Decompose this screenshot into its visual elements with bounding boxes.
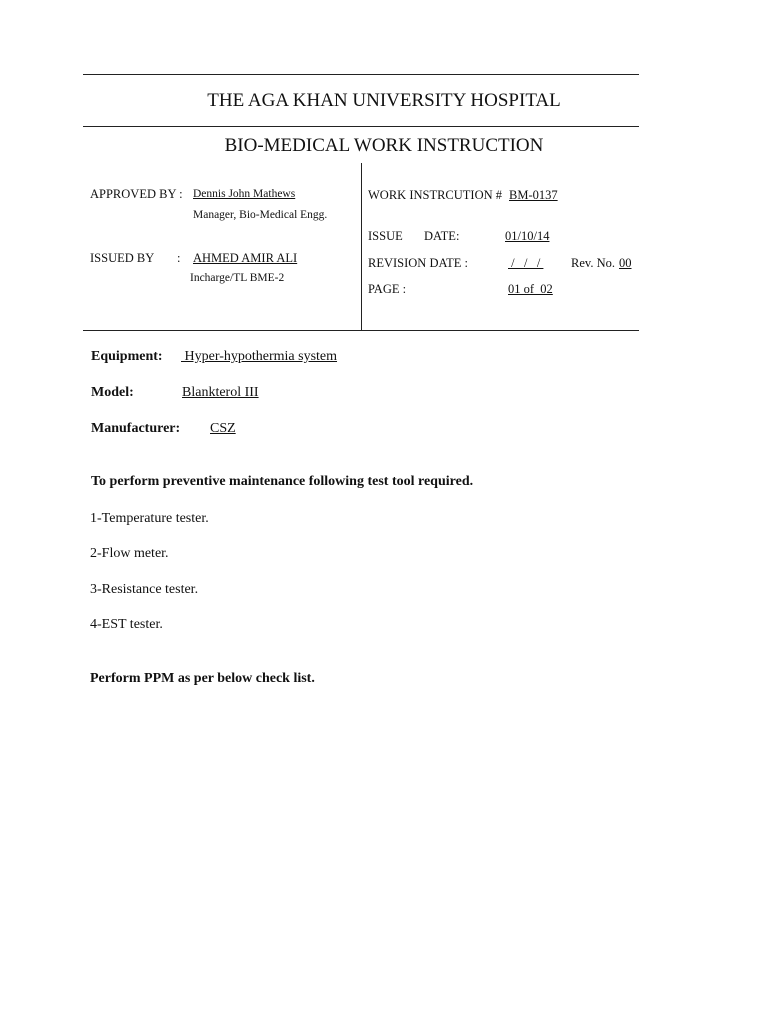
issued-by-name: AHMED AMIR ALI <box>193 251 298 265</box>
rev-no-value: 00 <box>619 256 632 270</box>
test-tool-item: 2-Flow meter. <box>90 546 169 561</box>
work-instruction-label: WORK INSTRCUTION # <box>368 188 503 202</box>
rev-no-label: Rev. No. <box>571 256 615 270</box>
issue-date-value: 01/10/14 <box>505 229 550 243</box>
issue-date-label: DATE: <box>424 229 460 243</box>
hospital-name: THE AGA KHAN UNIVERSITY HOSPITAL <box>207 90 561 111</box>
manufacturer-label: Manufacturer: <box>91 421 181 436</box>
test-tool-item: 3-Resistance tester. <box>90 582 199 597</box>
model-value: Blankterol III <box>182 385 259 400</box>
page-label: PAGE : <box>368 282 407 296</box>
header-bottom-rule <box>83 330 639 331</box>
header-divider <box>361 163 362 330</box>
revision-date-value: / / / <box>508 256 544 270</box>
top-rule <box>83 74 639 75</box>
equipment-label: Equipment: <box>91 349 163 364</box>
checklist-note: Perform PPM as per below check list. <box>90 671 315 686</box>
approved-by-title: Manager, Bio-Medical Engg. <box>193 209 328 221</box>
approved-by-name: Dennis John Mathews <box>193 188 296 200</box>
document-title: BIO-MEDICAL WORK INSTRUCTION <box>224 135 544 156</box>
revision-date-label: REVISION DATE : <box>368 256 468 270</box>
page-number: 01 of 02 <box>508 282 553 296</box>
issue-label: ISSUE <box>368 229 403 243</box>
issued-by-colon: : <box>177 251 181 265</box>
work-instruction-number: BM-0137 <box>509 188 558 202</box>
title-rule <box>83 126 639 127</box>
manufacturer-value: CSZ <box>210 421 236 436</box>
equipment-value: Hyper-hypothermia system <box>181 349 338 364</box>
test-tools-heading: To perform preventive maintenance following test tool required. <box>91 474 474 489</box>
model-label: Model: <box>91 385 134 400</box>
test-tool-item: 4-EST tester. <box>90 617 163 632</box>
issued-by-label: ISSUED BY <box>90 251 155 265</box>
approved-by-label: APPROVED BY : <box>90 187 183 201</box>
issued-by-title: Incharge/TL BME-2 <box>190 272 285 284</box>
test-tool-item: 1-Temperature tester. <box>90 511 209 526</box>
